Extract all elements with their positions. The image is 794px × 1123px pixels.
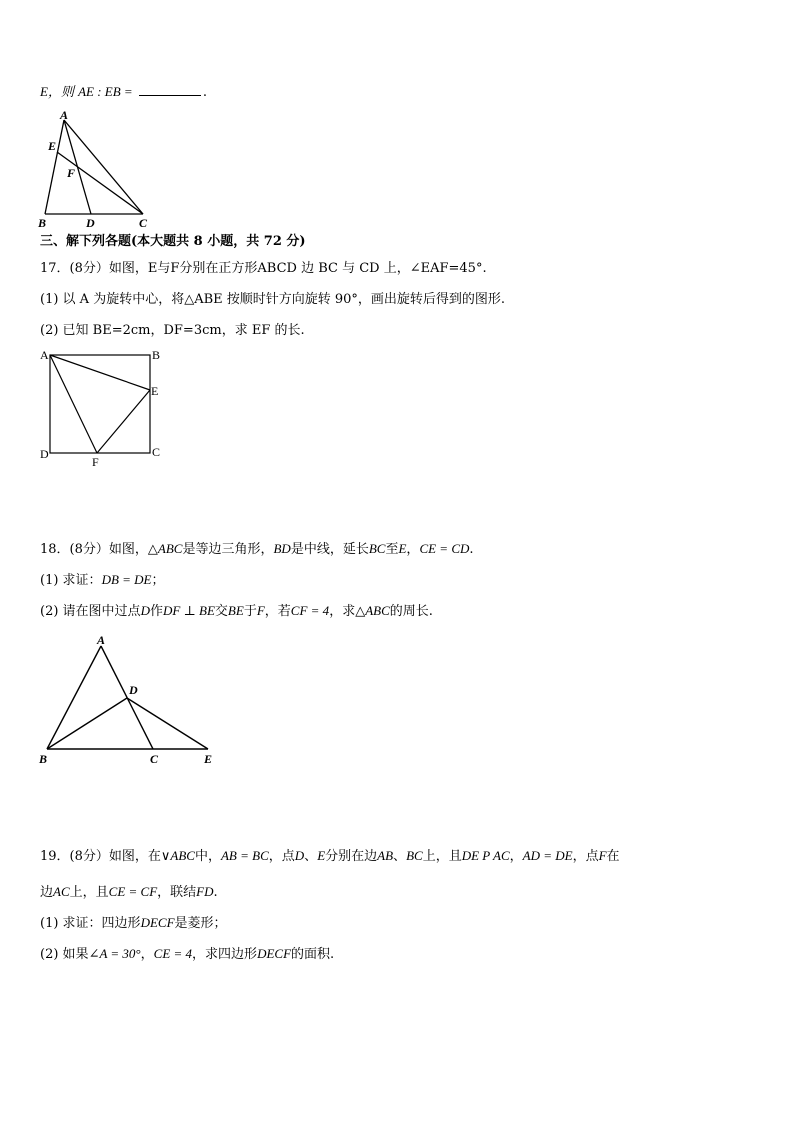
- fig16-label-c: C: [139, 216, 148, 230]
- fig17-label-c: C: [152, 445, 161, 459]
- q18-part2-triangle: △ABC: [355, 603, 390, 618]
- q19-part2: [40, 946, 334, 963]
- fig16-label-a: A: [60, 108, 69, 122]
- q18-part2-d: D: [140, 603, 150, 618]
- q18-stem-text-4: 至: [385, 542, 399, 557]
- q19-f: F: [598, 848, 607, 863]
- fig17-label-a: A: [40, 348, 49, 362]
- q18-stem-text-3: 是中线，延长: [290, 542, 369, 557]
- q19-de-ac: DE P AC: [461, 848, 510, 863]
- section-3-title: 三、解下列各题(本大题共 8 小题，共 72 分): [40, 234, 306, 249]
- q19-fd: FD: [196, 884, 214, 899]
- q19-part1: [40, 915, 227, 932]
- q17-part2: (2) 已知 BE=2cm，DF=3cm，求 EF 的长.: [40, 323, 305, 338]
- q19-text-1: 19．(8分）如图，在: [40, 849, 161, 864]
- fig17-label-d: D: [40, 447, 49, 461]
- fig16-label-e: E: [48, 139, 57, 153]
- q18-stem-text-5: ，: [406, 542, 420, 557]
- fig18-label-a: A: [97, 633, 106, 647]
- q19-text-5: 分别在边: [325, 849, 378, 864]
- q19-part2-text-2: ，: [140, 947, 154, 962]
- fig18-segment-bd: [47, 698, 127, 749]
- fig18-label-b: B: [39, 752, 48, 766]
- fig18-label-e: E: [204, 752, 213, 766]
- fig16-label-f: F: [67, 166, 76, 180]
- q18-part2-cf: CF = 4: [290, 603, 330, 618]
- q19-line2-end: .: [213, 885, 218, 900]
- fig18-label-d: D: [129, 683, 138, 697]
- q16-prefix: E，则: [40, 84, 74, 99]
- fig18-side-ab: [47, 646, 101, 749]
- q19-part2-ce: CE = 4: [153, 946, 193, 961]
- q18-stem-end: .: [469, 542, 474, 557]
- q19-text-2: 中，: [194, 849, 221, 864]
- q19-part2-angle: ∠A = 30°: [88, 946, 141, 961]
- q18-part1-expr: DB = DE: [101, 572, 152, 587]
- q19-text-10: 在: [606, 849, 620, 864]
- q19-text-9: ，点: [572, 849, 599, 864]
- q17-stem: 17．(8分）如图，E与F分别在正方形ABCD 边 BC 与 CD 上，∠EAF=45°.: [40, 261, 487, 276]
- fig18-segment-de: [127, 698, 208, 749]
- q19-part1-quad: DECF: [140, 915, 175, 930]
- q18-bc: BC: [368, 541, 386, 556]
- q19-line2-text-2: 上，且: [69, 885, 109, 900]
- q16-expr: AE : EB =: [78, 84, 133, 99]
- q19-triangle: ∨ABC: [160, 848, 195, 863]
- q18-part2-text-1: (2) 请在图中过点: [40, 604, 141, 619]
- q19-bc: BC: [406, 848, 423, 863]
- fig17-label-b: B: [152, 348, 161, 362]
- q19-ab: AB: [377, 848, 394, 863]
- q18-part2-be: BE: [227, 603, 244, 618]
- q19-ad-de: AD = DE: [522, 848, 573, 863]
- q17-part1: (1) 以 A 为旋转中心，将△ABE 按顺时针方向旋转 90°，画出旋转后得到的图形.: [40, 292, 506, 307]
- fig16-label-b: B: [38, 216, 47, 230]
- q19-ac: AC: [53, 884, 70, 899]
- q19-text-8: ，: [509, 849, 523, 864]
- q18-part2-text-4: 于: [243, 604, 257, 619]
- q19-stem-line2: [40, 884, 218, 901]
- q18-part2-f: F: [256, 603, 265, 618]
- q19-e: E: [317, 848, 326, 863]
- q19-part2-quad: DECF: [257, 946, 292, 961]
- q19-ab-bc: AB = BC: [220, 848, 269, 863]
- q18-part1-text: (1) 求证：: [40, 573, 102, 588]
- fig18-side-ac: [101, 646, 153, 749]
- fig16-label-d: D: [86, 216, 95, 230]
- fig17-label-e: E: [151, 384, 159, 398]
- q18-part2-end: 的周长.: [389, 604, 433, 619]
- q18-part2-text-3: 交: [214, 604, 228, 619]
- q19-line2-text-1: 边: [40, 885, 54, 900]
- q16-period: .: [202, 85, 207, 100]
- q19-part2-text-1: (2) 如果: [40, 947, 89, 962]
- q18-part2-text-2: 作: [149, 604, 163, 619]
- q19-part2-text-3: ，求四边形: [192, 947, 258, 962]
- q19-part1-text-1: (1) 求证：四边形: [40, 916, 141, 931]
- q18-triangle: △ABC: [147, 541, 183, 556]
- q18-e: E: [398, 541, 407, 556]
- q19-ce-cf: CE = CF: [108, 884, 158, 899]
- fig18-label-c: C: [150, 752, 159, 766]
- q19-d: D: [294, 848, 305, 863]
- q19-text-7: 上，且: [422, 849, 462, 864]
- q18-part1-end: ；: [151, 573, 165, 588]
- q19-part2-end: 的面积.: [291, 947, 335, 962]
- q19-part1-text-2: 是菱形；: [174, 916, 227, 931]
- q18-stem-text-1: 18．(8分）如图，: [40, 542, 148, 557]
- q19-text-6: 、: [393, 849, 407, 864]
- q18-part2-text-6: ，求: [329, 604, 356, 619]
- q19-stem-line1: [40, 848, 620, 865]
- q19-line2-text-3: ，联结: [157, 885, 197, 900]
- q18-ce-cd: CE = CD: [419, 541, 470, 556]
- q19-text-3: ，点: [268, 849, 295, 864]
- q19-text-4: 、: [304, 849, 318, 864]
- q18-part2-expr: DF ⊥ BE: [162, 603, 215, 618]
- fig17-label-f: F: [92, 455, 99, 469]
- q18-bd: BD: [273, 541, 291, 556]
- q18-part2-text-5: ，若: [264, 604, 291, 619]
- q18-stem-text-2: 是等边三角形，: [182, 542, 274, 557]
